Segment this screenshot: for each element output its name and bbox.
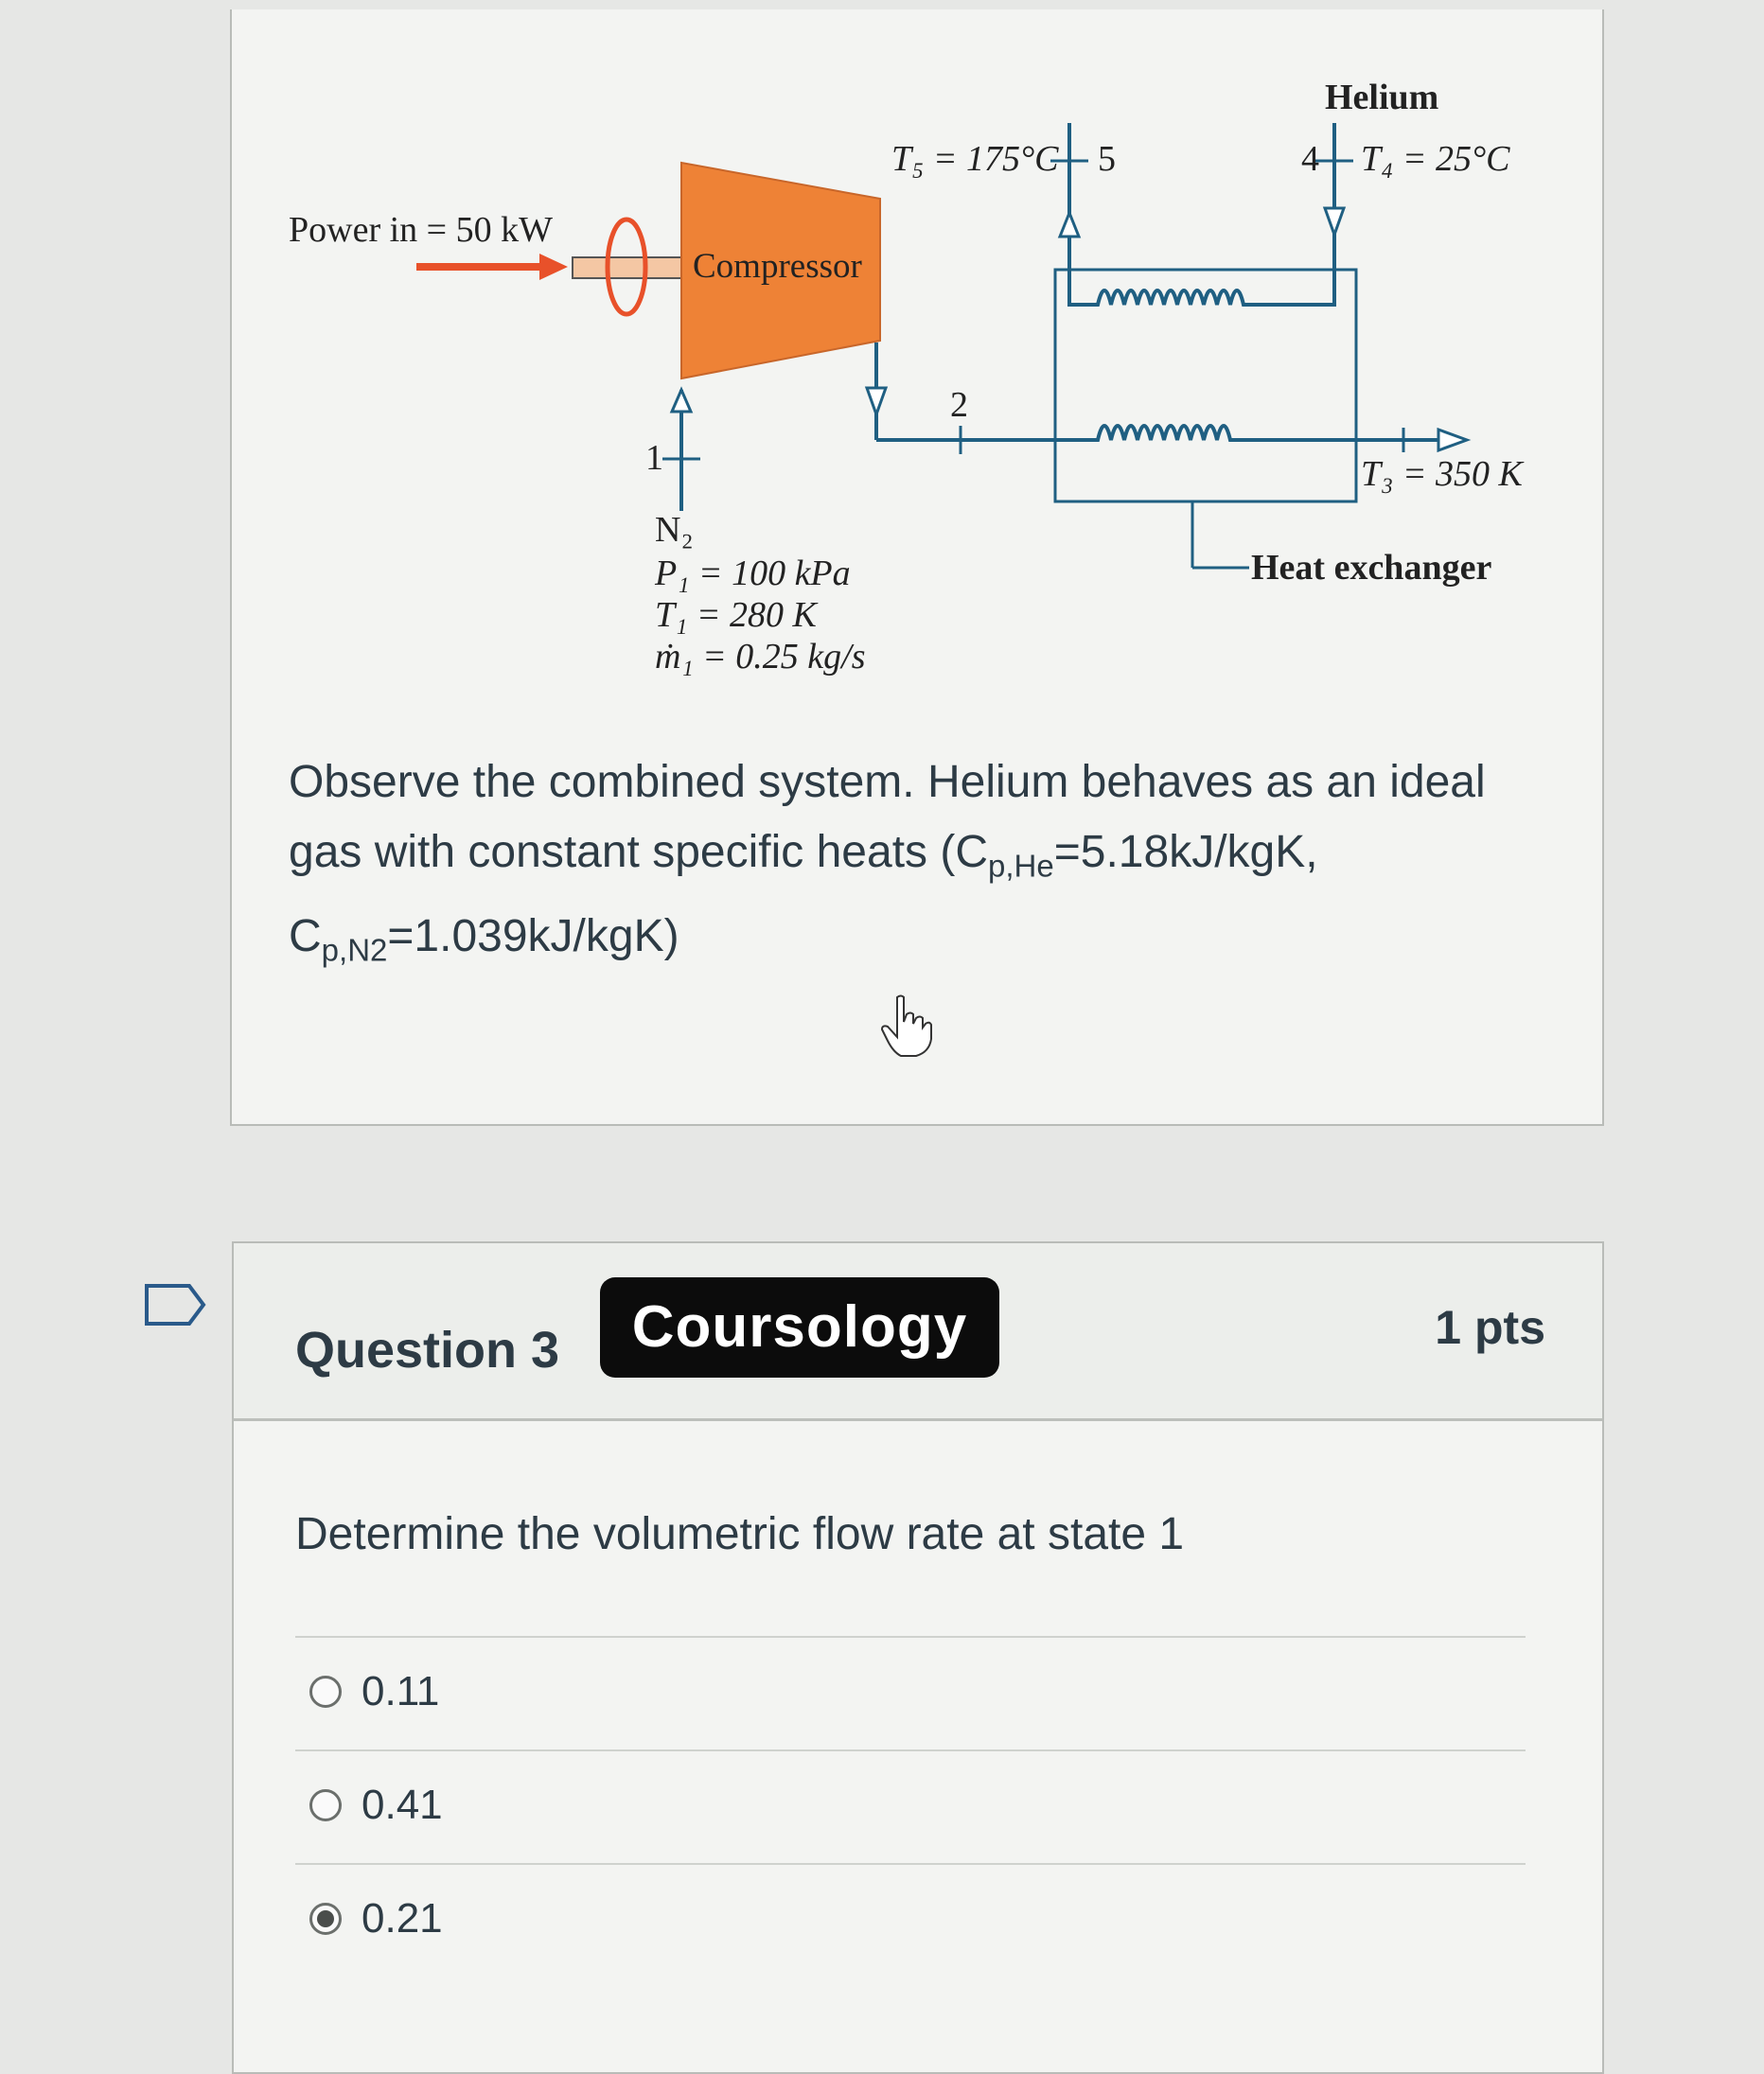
answer-list xyxy=(295,1636,1526,1977)
intro-line-2 xyxy=(289,817,1547,902)
intro-line-3-sub: p,N2 xyxy=(321,932,388,968)
intro-line-3 xyxy=(289,902,1547,986)
question-context-text xyxy=(289,747,1547,985)
helium-label: Helium xyxy=(1325,78,1439,117)
answer-radio-selected[interactable] xyxy=(309,1903,342,1935)
intro-line-3b: =1.039kJ/kgK) xyxy=(387,910,679,961)
answer-label: 0.11 xyxy=(362,1668,440,1714)
system-diagram xyxy=(274,57,1543,719)
t1-label: T₁ = 280 K xyxy=(655,595,817,635)
flag-question-icon[interactable] xyxy=(144,1283,206,1327)
answer-radio[interactable] xyxy=(309,1789,342,1821)
answer-label: 0.41 xyxy=(362,1782,443,1828)
brand-badge: Coursology xyxy=(600,1277,999,1378)
power-in-label: Power in = 50 kW xyxy=(289,210,553,250)
state2-label: 2 xyxy=(950,385,968,425)
hand-pointer-icon xyxy=(878,993,935,1060)
answer-option[interactable] xyxy=(295,1749,1526,1863)
intro-line-2-sub: p,He xyxy=(988,848,1054,884)
intro-line-2a: gas with constant specific heats (C xyxy=(289,827,989,877)
state1-label: 1 xyxy=(645,438,663,478)
intro-line-1: Observe the combined system. Helium behaves as an ideal xyxy=(289,757,1486,807)
question-points: 1 pts xyxy=(1435,1301,1545,1354)
answer-option[interactable] xyxy=(295,1636,1526,1749)
compressor-label: Compressor xyxy=(693,247,862,286)
t4-label: T₄ = 25°C xyxy=(1361,139,1510,179)
answer-label: 0.21 xyxy=(362,1895,443,1942)
m1-label: ṁ₁ = 0.25 kg/s xyxy=(655,637,866,677)
question-title: Question 3 xyxy=(295,1322,560,1379)
question-text: Determine the volumetric flow rate at state 1 xyxy=(295,1509,1185,1559)
question-header xyxy=(234,1243,1602,1421)
answer-option[interactable] xyxy=(295,1863,1526,1977)
state4-label: 4 xyxy=(1301,139,1319,179)
state5-label: 5 xyxy=(1098,139,1116,179)
intro-line-2b: =5.18kJ/kgK, xyxy=(1053,827,1318,877)
n2-label: N₂ xyxy=(655,510,694,550)
answer-radio[interactable] xyxy=(309,1676,342,1708)
p1-label: P₁ = 100 kPa xyxy=(655,554,851,593)
t5-label: T₅ = 175°C xyxy=(891,139,1059,179)
intro-line-3a: C xyxy=(289,910,322,961)
t3-label: T₃ = 350 K xyxy=(1361,454,1523,494)
heat-exchanger-label: Heat exchanger xyxy=(1251,548,1492,588)
question-panel xyxy=(232,1241,1604,2074)
